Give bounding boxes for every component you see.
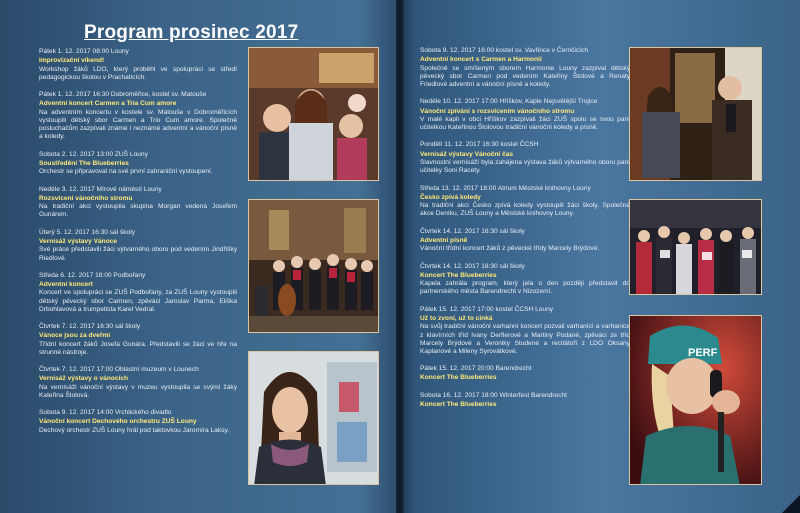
event-date-place: Středa 6. 12. 2017 18:00 Podbořany <box>39 271 146 279</box>
hat-lettering: PERF <box>688 347 718 359</box>
left-event-list <box>39 48 237 444</box>
event-title: Česko zpívá koledy <box>420 193 481 201</box>
event-date-place: Čtvrtek 7. 12. 2017 17:00 Oblastní muzeum v Lounech <box>39 366 199 374</box>
event-title: Vernisáž výstavy Vánoce <box>39 237 118 245</box>
event-date-place: Pondělí 11. 12. 2017 16:30 kostel ČCSH <box>420 141 539 149</box>
event-item <box>39 186 237 220</box>
event-title: Soustředění The Blueberries <box>39 159 129 167</box>
event-title: Vánoce jsou za dveřmi <box>39 332 111 340</box>
event-description: Koncert ve spolupráci se ZUŠ Podbořany, za ZUŠ Louny vystoupili dětský pěvecký sbor Carmen, zpěváci Jaroslav Parma, Eliška Drbohlavová a trumpetista Karel Vedral. <box>39 289 237 313</box>
event-title: Adventní koncert Carmen a Tria Cum amore <box>39 100 177 108</box>
event-item <box>39 366 237 400</box>
event-title: Koncert The Blueberries <box>420 401 497 409</box>
event-description: Workshop žáků LDO, který proběhl ve spolupráci se středí pedagogickou školou v Prachaticích. <box>39 65 237 81</box>
event-date-place: Neděle 10. 12. 2017 17:00 Hříškov, Kaple Nejsvětější Trojice <box>420 98 598 106</box>
event-title: Vánoční zpívání s rozsvícením vánočního stromu <box>420 107 575 115</box>
event-title: Koncert The Blueberries <box>420 271 497 279</box>
event-title: Koncert The Blueberries <box>420 374 497 382</box>
event-item <box>420 98 630 132</box>
event-description: Orchestr se připravoval na své první zahraniční vystoupení. <box>39 168 213 176</box>
event-item <box>39 91 237 142</box>
page-title: Program prosinec 2017 <box>84 22 299 43</box>
event-date-place: Pátek 1. 12. 2017 16:30 Dobroměřice, kostel sv. Matouše <box>39 91 207 99</box>
photo-singing-crowd <box>629 199 762 295</box>
event-item <box>420 141 630 175</box>
page-corner <box>782 495 800 513</box>
event-item <box>39 323 237 357</box>
event-date-place: Pátek 15. 12. 2017 17:00 kostel ČCSH Louny <box>420 305 554 313</box>
event-item <box>420 228 630 254</box>
event-description: Společně se smíšeným sborem Harmonie Louny zazpíval dětský pěvecký sbor Carmen pod vedením Kateřiny Štolové a Renaty Friedlové adventní a vánoční písně a koledy. <box>420 64 630 89</box>
event-item <box>39 272 237 314</box>
event-date-place: Pátek 15. 12. 2017 20:00 Barendrecht <box>420 365 532 373</box>
event-item <box>39 409 237 435</box>
event-date-place: Pátek 1. 12. 2017 08:00 Louny <box>39 48 129 55</box>
event-description: Třídní koncert žáků Josefa Gunára. Představili se žáci ve hře na strunné nástroje. <box>39 340 237 356</box>
photo-singer-with-microphone <box>629 315 762 485</box>
event-item <box>420 263 630 297</box>
photo-children-with-gifts <box>248 47 379 181</box>
event-date-place: Sobota 9. 12. 2017 14:00 Vrchlického divadlo <box>39 409 172 417</box>
event-item <box>420 185 630 219</box>
event-title: Vánoční koncert Dechového orchestru ZUŠ Louny <box>39 418 197 426</box>
event-description: Na adventním koncertu v kostele sv. Matouše v Dobroměřicích vystoupili dětský sbor Carmen a Trio Cum amore. Společně posluchačům zazpívali známé i neznámé adventní a vánoční písně a koledy. <box>39 108 237 141</box>
photo-choir-concert <box>248 199 379 333</box>
event-item <box>420 47 630 89</box>
event-title: Vernisáž výstavy Vánoční čas <box>420 150 514 158</box>
event-item <box>420 306 630 357</box>
event-description: Vánoční třídní koncert žáků z pěvecké třídy Marcely Brýdové. <box>420 245 600 253</box>
event-date-place: Sobota 2. 12. 2017 13:00 ZUŠ Louny <box>39 150 148 158</box>
event-date-place: Neděle 3. 12. 2017 Mírové náměstí Louny <box>39 185 162 193</box>
event-title: Adventní písně <box>420 236 468 244</box>
event-date-place: Středa 13. 12. 2017 18:00 Atrium Městské knihovny Louny <box>420 184 591 192</box>
event-item <box>420 365 630 383</box>
event-description: Na tradiční akci vystoupila skupina Morgan vedená Josefem Gunárem. <box>39 203 237 219</box>
right-event-list <box>420 47 630 419</box>
event-date-place: Sobota 9. 12. 2017 16:00 kostel sv. Vavřince v Černčicích <box>420 47 588 54</box>
event-title: Už to zvoní, už to cinká <box>420 314 493 322</box>
event-title: Improvizační víkend! <box>39 57 105 65</box>
event-date-place: Úterý 5. 12. 2017 16:30 sál školy <box>39 228 136 236</box>
event-title: Vernisáž výstavy o vánocích <box>39 375 129 383</box>
event-description: Na vernisáži vánoční výstavy v muzeu vystoupila se svými žáky Kateřina Štolová. <box>39 383 237 400</box>
event-date-place: Čtvrtek 7. 12. 2017 16:30 sál školy <box>39 323 141 331</box>
event-description: Kapela zahrála program, který jela o den později představit do partnerského města Barendrecht v Nizozemí. <box>420 280 630 296</box>
event-item <box>420 392 630 410</box>
event-item <box>39 229 237 263</box>
event-description: Své práce představili žáci výtvarného oboru pod vedením Jindřišky Riedlové. <box>39 246 237 262</box>
right-page <box>402 0 800 513</box>
photo-girl-portrait <box>248 351 379 485</box>
event-description: Dechový orchestr ZUŠ Louny hrál pod taktovkou Jaromíra Laksy. <box>39 426 230 434</box>
left-page <box>0 0 398 513</box>
event-date-place: Sobota 16. 12. 2017 18:00 Winterfest Barendrecht <box>420 391 567 399</box>
event-description: Slavnostní vernisáží byla zahájena výstava žáků výtvarného oboru paní učitelky Soni Racety. <box>420 159 630 175</box>
photo-church-duo <box>629 47 762 181</box>
event-description: V malé kapli v obci Hříškov zazpívali žáci ZUŠ spolu se svou paní učitelkou Kateřinou Štolovou tradiční vánoční koledy a písně. <box>420 116 630 132</box>
event-title: Adventní koncert <box>39 280 93 288</box>
event-item <box>39 48 237 82</box>
event-title: Adventní koncert s Carmen a Harmonií <box>420 56 542 64</box>
event-description: Na tradiční akci Česko zpívá koledy vystoupili žáci školy. Společná akce Deníku, ZUŠ Louny a Městské knihovny Louny. <box>420 202 630 218</box>
event-description: Na svůj tradiční vánoční varhanní koncert pozvali varhanící a varhanice z klavírních tříd Ivany Derflerové a Martiny Podané, zpěváci ze tříd Marcely Brýdové a Veroniky Studené a recitátoři z LDO Oksany Kaplanové a Mileny Syrovátkové. <box>420 323 630 355</box>
event-item <box>39 151 237 177</box>
event-date-place: Čtvrtek 14. 12. 2017 16:30 sál školy <box>420 227 525 235</box>
event-date-place: Čtvrtek 14. 12. 2017 18:30 sál školy <box>420 262 525 270</box>
event-title: Rozsvícení vánočního stromu <box>39 194 133 202</box>
